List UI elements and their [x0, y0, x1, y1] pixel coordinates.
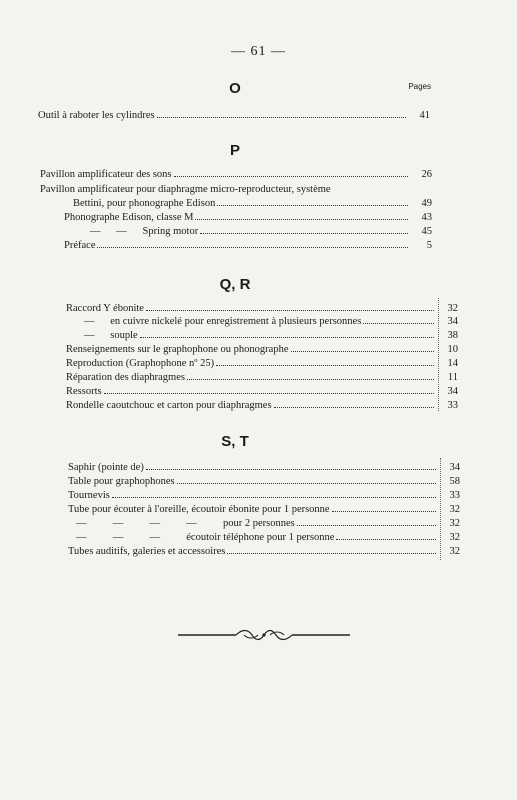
entry-page: 32	[447, 303, 458, 314]
section-title-p: P	[229, 142, 240, 159]
index-entry	[64, 211, 432, 224]
entry-page: 10	[447, 344, 458, 355]
entry-page: 33	[449, 490, 460, 501]
index-entry	[68, 489, 460, 502]
leader-dots	[227, 545, 436, 554]
entry-page: 49	[421, 198, 432, 209]
entry-label: — en cuivre nickelé pour enregistrement à plusieurs personnes	[84, 316, 362, 327]
index-entry	[66, 343, 458, 356]
leader-dots	[217, 197, 408, 206]
entry-page: 26	[421, 169, 432, 180]
index-entry	[90, 225, 432, 238]
entry-page: 14	[447, 358, 458, 369]
leader-dots	[216, 357, 434, 366]
index-entry	[64, 239, 432, 252]
entry-page: 32	[449, 532, 460, 543]
entry-label: Ressorts	[66, 386, 102, 397]
page-number: — 61 —	[231, 44, 286, 59]
entry-page: 11	[447, 372, 458, 383]
entry-label: Reproduction (Graphophone nº 25)	[66, 358, 215, 369]
leader-dots	[104, 385, 434, 394]
index-entry	[68, 545, 460, 558]
leader-dots	[200, 225, 408, 234]
decorative-ornament	[178, 628, 350, 642]
entry-page: 58	[449, 476, 460, 487]
entry-label: Saphir (pointe de)	[68, 462, 144, 473]
entry-label: Bettini, pour phonographe Edison	[73, 198, 216, 209]
entry-label: Préface	[64, 240, 96, 251]
index-entry	[66, 385, 458, 398]
entry-label: Raccord Y ébonite	[66, 303, 144, 314]
leader-dots	[332, 503, 436, 512]
entry-page: 32	[449, 546, 460, 557]
index-entry	[68, 461, 460, 474]
index-entry	[76, 517, 460, 530]
entry-page: 34	[449, 462, 460, 473]
leader-dots	[146, 302, 434, 311]
entry-label: Outil à raboter les cylindres	[38, 110, 155, 121]
section-title-qr: Q, R	[219, 276, 251, 293]
entry-label: Pavillon amplificateur pour diaphragme micro-reproducteur, système	[40, 184, 331, 195]
entry-label: — — Spring motor	[90, 226, 199, 237]
entry-label: Tubes auditifs, galeries et accessoires	[68, 546, 226, 557]
pages-column-header: Pages	[408, 82, 431, 91]
entry-label: Phonographe Edison, classe M	[64, 212, 194, 223]
section-title-o: O	[229, 80, 241, 97]
leader-dots	[112, 489, 436, 498]
entry-page: 38	[447, 330, 458, 341]
entry-label: Renseignements sur le graphophone ou phonographe	[66, 344, 289, 355]
index-entry	[68, 503, 460, 516]
entry-label: Table pour graphophones	[68, 476, 175, 487]
leader-dots	[187, 371, 434, 380]
index-entry	[68, 475, 460, 488]
index-entry	[40, 168, 432, 181]
entry-page: 32	[449, 504, 460, 515]
index-entry	[76, 531, 460, 544]
entry-page: 41	[419, 110, 430, 121]
leader-dots	[291, 343, 435, 352]
entry-page: 5	[426, 240, 432, 251]
entry-page: 33	[447, 400, 458, 411]
index-entry	[38, 109, 430, 122]
leader-dots	[297, 517, 436, 526]
index-entry	[40, 183, 432, 196]
entry-label: Tournevis	[68, 490, 110, 501]
entry-page: 34	[447, 386, 458, 397]
leader-dots	[140, 329, 434, 338]
leader-dots	[274, 399, 434, 408]
entry-page: 34	[447, 316, 458, 327]
leader-dots	[157, 109, 406, 118]
leader-dots	[336, 531, 436, 540]
index-entry	[66, 302, 458, 315]
entry-page: 45	[421, 226, 432, 237]
index-entry	[66, 399, 458, 412]
leader-dots	[177, 475, 436, 484]
index-entry	[66, 357, 458, 370]
entry-label: Rondelle caoutchouc et carton pour diaphragmes	[66, 400, 272, 411]
index-entry	[84, 315, 458, 328]
index-entry	[66, 371, 458, 384]
leader-dots	[195, 211, 408, 220]
entry-label: Réparation des diaphragmes	[66, 372, 185, 383]
entry-label: Pavillon amplificateur des sons	[40, 169, 172, 180]
leader-dots	[146, 461, 436, 470]
index-entry	[84, 329, 458, 342]
leader-dots	[363, 315, 434, 324]
entry-label: — — — écoutoir téléphone pour 1 personne	[76, 532, 335, 543]
entry-page: 32	[449, 518, 460, 529]
leader-dots	[97, 239, 408, 248]
entry-label: — — — — pour 2 personnes	[76, 518, 295, 529]
index-entry	[73, 197, 432, 210]
entry-page: 43	[421, 212, 432, 223]
leader-dots	[174, 168, 408, 177]
section-title-st: S, T	[221, 433, 249, 450]
entry-label: — souple	[84, 330, 138, 341]
entry-label: Tube pour écouter à l'oreille, écoutoir ébonite pour 1 personne	[68, 504, 330, 515]
